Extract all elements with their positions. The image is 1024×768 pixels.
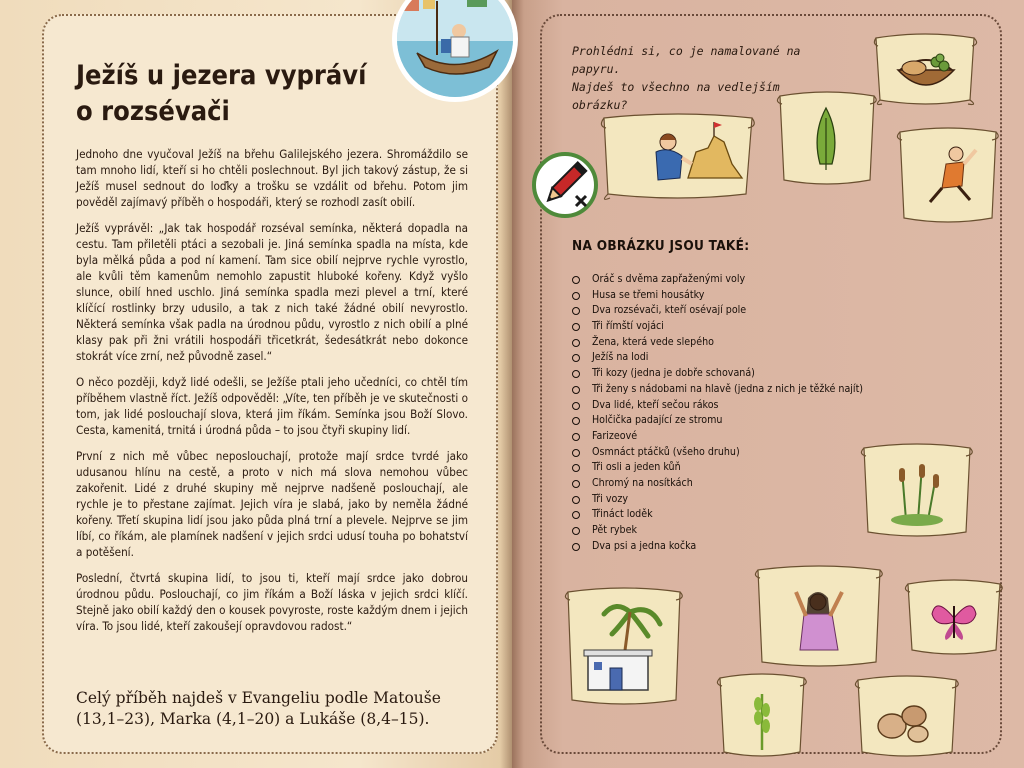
checklist-item-label: Tři vozy: [592, 492, 628, 505]
checklist-item-label: Osmnáct ptáčků (všeho druhu): [592, 445, 740, 458]
checkbox-circle-icon[interactable]: [572, 464, 580, 472]
scroll-running-man: [892, 124, 1004, 226]
scroll-basket: [870, 30, 982, 110]
checkbox-circle-icon[interactable]: [572, 496, 580, 504]
checklist-item[interactable]: [572, 366, 863, 382]
checklist-item[interactable]: [572, 398, 863, 414]
checkbox-circle-icon[interactable]: [572, 292, 580, 300]
checklist-item[interactable]: [572, 350, 863, 366]
scroll-cypress: [772, 88, 882, 188]
scroll-girl: [750, 562, 888, 670]
gospel-reference: Celý příběh najdeš v Evangeliu podle Matouše (13,1–23), Marka (4,1–20) a Lukáše (8,4–15).: [76, 689, 441, 728]
checklist-item-label: Husa se třemi housátky: [592, 288, 705, 301]
checklist-item-label: Tři kozy (jedna je dobře schovaná): [592, 367, 755, 380]
checklist-item[interactable]: [572, 335, 863, 351]
checklist-item[interactable]: [572, 539, 863, 555]
checklist-item[interactable]: [572, 507, 863, 523]
scroll-house: [560, 584, 688, 708]
checkbox-circle-icon[interactable]: [572, 276, 580, 284]
checkbox-circle-icon[interactable]: [572, 543, 580, 551]
scroll-reeds: [856, 440, 978, 540]
story-paragraph: O něco později, když lidé odešli, se Ježíše ptali jeho učedníci, co chtěl tím příběhem vlastně říct. Ježíš odpověděl: „Víte, ten příběh je ve skutečnosti o tom, jak lidé poslouchají slova, která jim říkám. Semínka jsou Boží Slovo. Cesta, kamenitá, trnitá i úrodná půda – to jsou čtyři skupiny lidí.: [76, 375, 468, 437]
checkbox-circle-icon[interactable]: [572, 323, 580, 331]
checklist-item-label: Holčička padající ze stromu: [592, 414, 723, 427]
story-title-line-1: Ježíš u jezera vypráví: [76, 60, 367, 91]
checklist-item-label: Dva lidé, kteří sečou rákos: [592, 398, 719, 411]
checklist-item[interactable]: [572, 476, 863, 492]
story-text: [76, 146, 468, 644]
scroll-wheat: [714, 670, 810, 760]
checklist-item[interactable]: [572, 319, 863, 335]
checklist-item-label: Pět rybek: [592, 524, 637, 536]
checkbox-circle-icon[interactable]: [572, 527, 580, 535]
checklist-item-label: Ježíš na lodi: [592, 351, 649, 364]
checklist-item-label: Dva psi a jedna kočka: [592, 539, 697, 552]
checklist-item-label: Chromý na nosítkách: [592, 476, 693, 489]
checkbox-circle-icon[interactable]: [572, 449, 580, 457]
scroll-sandcastle: [596, 108, 760, 204]
checkbox-circle-icon[interactable]: [572, 307, 580, 315]
story-paragraph: Poslední, čtvrtá skupina lidí, to jsou ti, kteří mají srdce jako dobrou úrodnou půdu. Poslouchají, co jim říkám a Boží láska v jejich srdci klíčí. Stejně jako obilí každý den o kousek povyroste, roste každým dnem i jejich víra. To jsou lidé, kteří zakoušejí opravdovou radost.“: [76, 571, 468, 633]
checklist-title: NA OBRÁZKU JSOU TAKÉ:: [572, 238, 750, 254]
checklist-item[interactable]: [572, 303, 863, 319]
checklist-item-label: Oráč s dvěma zapřaženými voly: [592, 273, 746, 285]
checklist-item-label: Žena, která vede slepého: [592, 335, 714, 348]
pencil-task-icon: [532, 152, 598, 218]
checkbox-circle-icon[interactable]: [572, 339, 580, 347]
checklist-item[interactable]: [572, 288, 863, 304]
find-items-checklist: [572, 272, 863, 554]
checklist-item-label: Tři římští vojáci: [592, 320, 664, 333]
checklist-item[interactable]: [572, 413, 863, 429]
checkbox-circle-icon[interactable]: [572, 386, 580, 394]
scroll-stones: [852, 672, 962, 760]
checkbox-circle-icon[interactable]: [572, 433, 580, 441]
checklist-item[interactable]: [572, 382, 863, 398]
checklist-item[interactable]: [572, 445, 863, 461]
checkbox-circle-icon[interactable]: [572, 480, 580, 488]
checkbox-circle-icon[interactable]: [572, 511, 580, 519]
checklist-item[interactable]: [572, 523, 863, 539]
checklist-item[interactable]: [572, 492, 863, 508]
story-paragraph: Ježíš vyprávěl: „Jak tak hospodář rozséval semínka, některá dopadla na cestu. Tam přiletěli ptáci a sezobali je. Jiná semínka spadla na místa, kde byla mělká půda a pod ní kamení. Tam sice obilí nejprve rychle vyrostlo, ale kvůli těm kamenům nemohlo zapustit hluboké kořeny. Když vyšlo slunce, obilí hned uschlo. Jiná semínka spadla mezi plevel a trní, které klíčící rostlinky brzy udusilo, a tak z nich také žádné obilí nevyrostlo. Některá semínka však padla na úrodnou půdu, vyrostlo z nich obilí a plné klasy pak při žni vrátili hospodáři třicetkrát, šedesátkrát nebo dokonce stokrát více zrní, než původně zasel.“: [76, 221, 468, 363]
checklist-item[interactable]: [572, 460, 863, 476]
story-paragraph: Jednoho dne vyučoval Ježíš na břehu Galilejského jezera. Shromáždilo se tam mnoho lidí, kteří si ho chtěli poslechnout. Byl jich takový zástup, že si Ježíš musel sednout do loďky a trošku se vzdálit od břehu. Potom jim pověděl zajímavý příběh o hospodáři, který se rozhodl zasít obilí.: [76, 147, 468, 209]
checklist-item-label: Třináct loděk: [592, 508, 653, 521]
checklist-item-label: Tři osli a jeden kůň: [592, 461, 681, 474]
instruction-line-1: Prohlédni si, co je namalované na papyru.: [572, 44, 801, 76]
checkbox-circle-icon[interactable]: [572, 402, 580, 410]
instruction-line-2: Najdeš to všechno na vedlejším obrázku?: [572, 80, 780, 112]
story-paragraph: První z nich mě vůbec neposlouchají, protože mají srdce tvrdé jako udusanou hlínu na cestě, a proto v nich má slova nemohou vůbec zakořenit. Lidé z druhé skupiny mě nejprve nadšeně poslouchají, ale rychle je to přestane zajímat. Jejich víra je slabá, jako by neměla žádné kořeny. Třetí skupina lidí jsou jako půda plná trní a plevele. Nejprve se jim líbí, co říkám, ale plamínek nadšení v jejich srdci udusí touha po bohatství a potěšení.: [76, 449, 468, 559]
checklist-item[interactable]: [572, 429, 863, 445]
checklist-item-label: Dva rozsévači, kteří osévají pole: [592, 304, 747, 317]
story-title-line-2: o rozsévači: [76, 96, 230, 127]
page-gutter: [500, 0, 524, 768]
checklist-item-label: Tři ženy s nádobami na hlavě (jedna z nich je těžké najít): [592, 382, 864, 395]
checklist-item[interactable]: [572, 272, 863, 288]
checkbox-circle-icon[interactable]: [572, 354, 580, 362]
checkbox-circle-icon[interactable]: [572, 370, 580, 378]
story-title: [76, 58, 376, 130]
checklist-item-label: Farizeové: [592, 429, 638, 442]
scroll-butterfly: [902, 576, 1006, 658]
checkbox-circle-icon[interactable]: [572, 417, 580, 425]
